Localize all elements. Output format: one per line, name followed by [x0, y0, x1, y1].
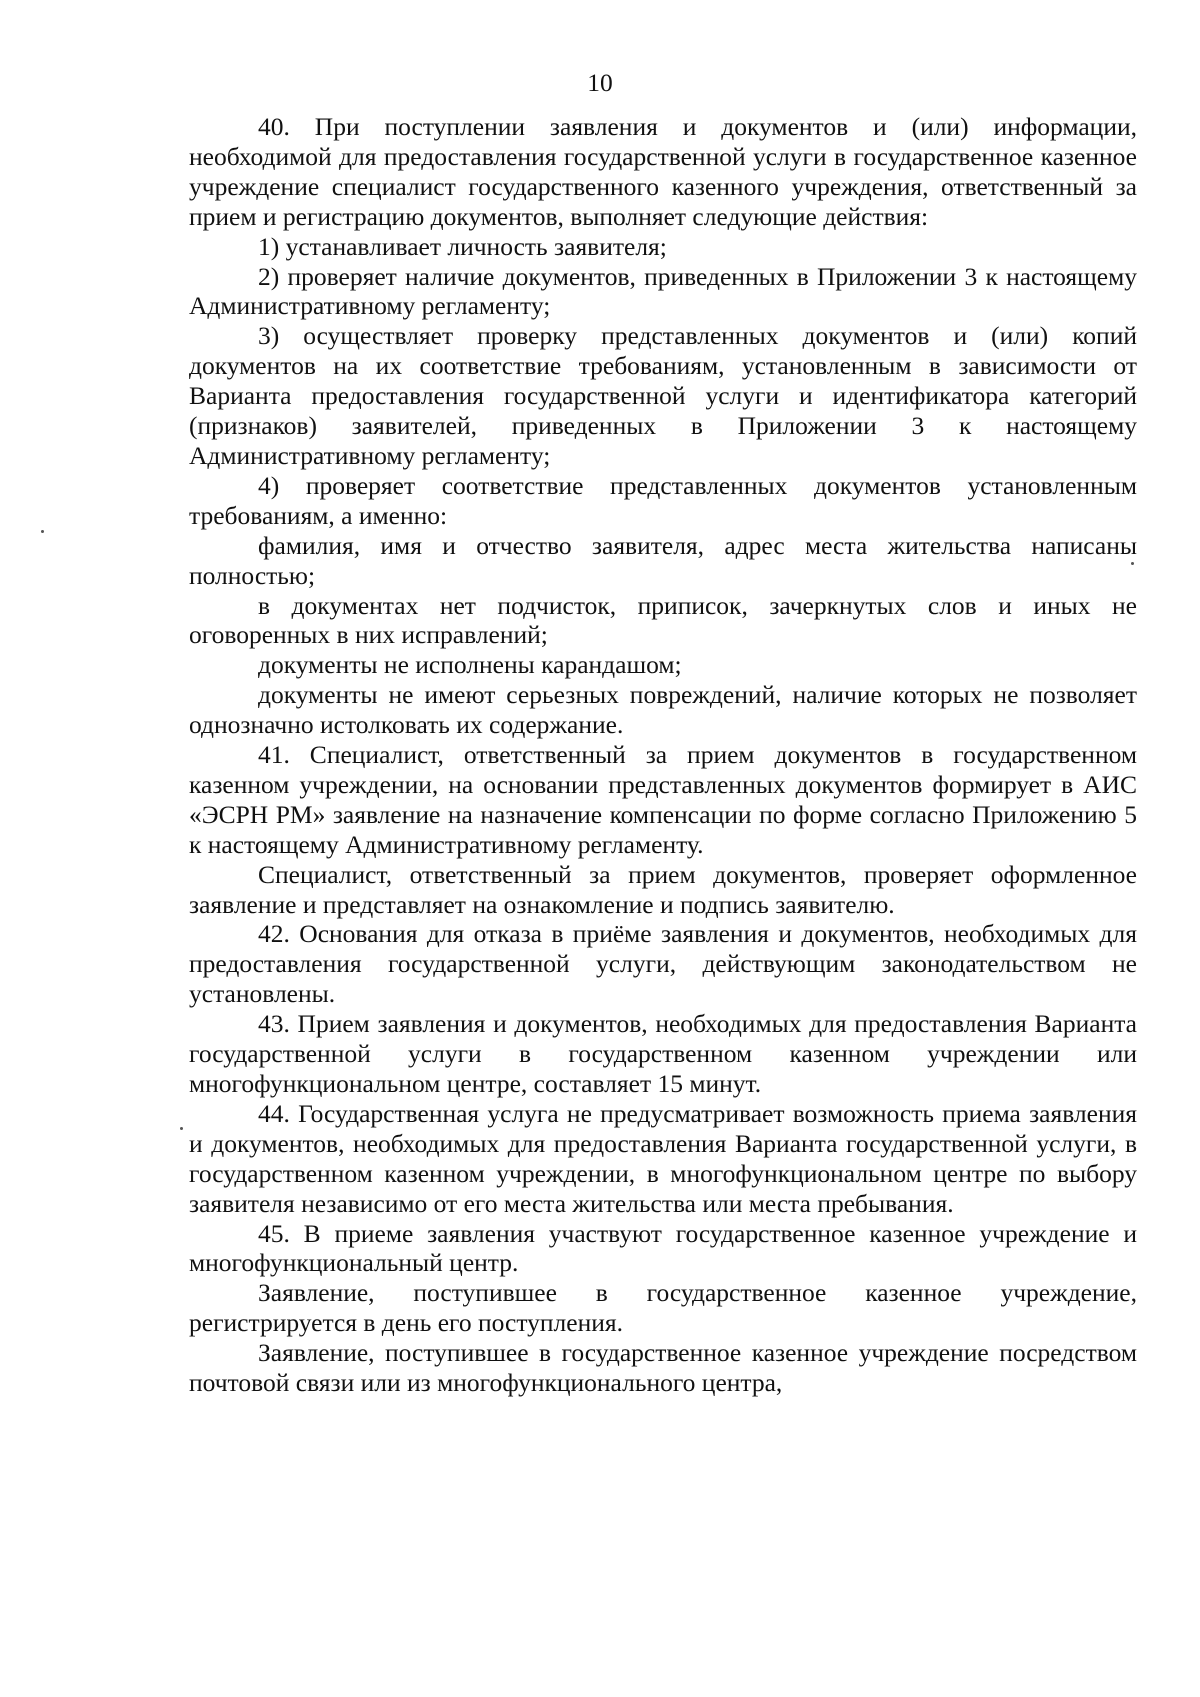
paragraph-42: 42. Основания для отказа в приёме заявления и документов, необходимых для предоставления государственной услуги, действующим законодательством не установлены. [189, 919, 1137, 1009]
list-item-1: 1) устанавливает личность заявителя; [258, 231, 667, 261]
list-item-3: 3) осуществляет проверку представленных документов и (или) копий документов на их соответствие требованиям, установленным в зависимости от Варианта предоставления государственной услуги и идентификатора категорий (признаков) заявителей, приведенных в Приложении 3 к настоящему Административному регламенту; [189, 321, 1137, 470]
paragraph-45-postal: Заявление, поступившее в государственное казенное учреждение посредством почтовой связи или из многофункционального центра, [189, 1338, 1137, 1398]
paragraph-45: 45. В приеме заявления участвуют государственное казенное учреждение и многофункциональный центр. [189, 1218, 1137, 1278]
paragraph-40: 40. При поступлении заявления и документов и (или) информации, необходимой для предоставления государственной услуги в государственное казенное учреждение специалист государственного казенного учреждения, ответственный за прием и регистрацию документов, выполняет следующие действия: [189, 112, 1137, 231]
scan-speck [41, 530, 44, 533]
scan-speck [180, 1127, 183, 1130]
document-body [189, 112, 1137, 1398]
requirement-no-pencil: документы не исполнены карандашом; [258, 650, 682, 680]
paragraph-44: 44. Государственная услуга не предусматривает возможность приема заявления и документов, необходимых для предоставления Варианта государственной услуги, в государственном казенном учреждении, в многофункциональном центре по выбору заявителя независимо от его места жительства или места пребывания. [189, 1098, 1137, 1218]
list-item-4: 4) проверяет соответствие представленных документов установленным требованиям, а именно: [189, 470, 1137, 530]
paragraph-41: 41. Специалист, ответственный за прием документов в государственном казенном учреждении, на основании представленных документов формирует в АИС «ЭСРН РМ» заявление на назначение компенсации по форме согласно Приложению 5 к настоящему Административному регламенту. [189, 740, 1137, 859]
requirement-no-damage: документы не имеют серьезных повреждений, наличие которых не позволяет однозначно истолковать их содержание. [189, 680, 1137, 740]
page-number: 10 [587, 68, 613, 97]
paragraph-41-continued: Специалист, ответственный за прием документов, проверяет оформленное заявление и представляет на ознакомление и подпись заявителю. [189, 859, 1137, 919]
requirement-full-name: фамилия, имя и отчество заявителя, адрес места жительства написаны полностью; [189, 530, 1137, 590]
list-item-2: 2) проверяет наличие документов, приведенных в Приложении 3 к настоящему Административному регламенту; [189, 261, 1137, 321]
paragraph-43: 43. Прием заявления и документов, необходимых для предоставления Варианта государственной услуги в государственном казенном учреждении или многофункциональном центре, составляет 15 минут. [189, 1009, 1137, 1098]
requirement-no-corrections: в документах нет подчисток, приписок, зачеркнутых слов и иных не оговоренных в них исправлений; [189, 590, 1137, 650]
paragraph-45-registration: Заявление, поступившее в государственное казенное учреждение, регистрируется в день его поступления. [189, 1278, 1137, 1338]
scan-speck [1131, 562, 1134, 565]
